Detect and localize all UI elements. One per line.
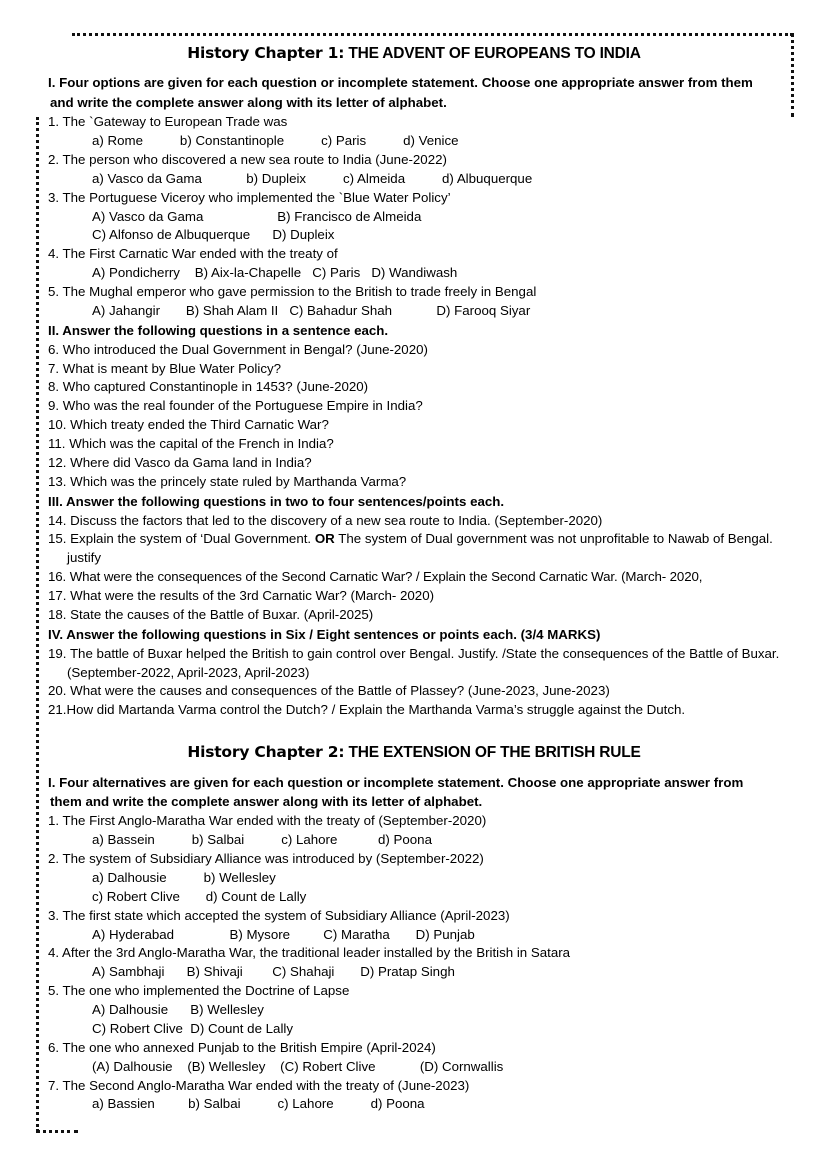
question-item: 13. Which was the princely state ruled by Marthanda Varma? bbox=[48, 473, 407, 489]
question-item: 3. The first state which accepted the system of Subsidiary Alliance (April-2023) bbox=[48, 907, 510, 923]
question-options: a) Bassien b) Salbai c) Lahore d) Poona bbox=[92, 1096, 425, 1112]
chapter-1-title bbox=[48, 44, 780, 63]
question-item: 5. The one who implemented the Doctrine of Lapse bbox=[48, 983, 350, 999]
question-item: 1. The `Gateway to European Trade was bbox=[48, 114, 288, 130]
question-options: (A) Dalhousie (B) Wellesley (C) Robert Clive (D) Cornwallis bbox=[92, 1058, 504, 1074]
page-border-left bbox=[36, 117, 39, 1132]
question-item: 11. Which was the capital of the French in India? bbox=[48, 436, 334, 451]
question-item: 18. State the causes of the Battle of Buxar. (April-2025) bbox=[48, 606, 374, 622]
question-item: 6. The one who annexed Punjab to the British Empire (April-2024) bbox=[48, 1039, 436, 1055]
question-item: 7. What is meant by Blue Water Policy? bbox=[48, 360, 282, 376]
chapter-2-section-1-heading-line1: I. Four alternatives are given for each question or incomplete statement. Choose one appropriate answer from bbox=[48, 774, 744, 790]
chapter-1-section-3-heading: III. Answer the following questions in two to four sentences/points each. bbox=[48, 493, 505, 509]
chapter-1-section-4-heading: IV. Answer the following questions in Six / Eight sentences or points each. (3/4 MARKS) bbox=[48, 626, 601, 642]
question-item: 10. Which treaty ended the Third Carnatic War? bbox=[48, 417, 329, 433]
question-item: 16. What were the consequences of the Second Carnatic War? / Explain the Second Carnatic War. (March- 2020, bbox=[48, 569, 703, 585]
question-item: 7. The Second Anglo-Maratha War ended with the treaty of (June-2023) bbox=[48, 1077, 470, 1093]
chapter-2-title-lead: History Chapter 2: bbox=[187, 743, 345, 762]
question-options: a) Bassein b) Salbai c) Lahore d) Poona bbox=[92, 832, 432, 848]
question-item: 20. What were the causes and consequences of the Battle of Plassey? (June-2023, June-2023) bbox=[48, 683, 610, 699]
question-item: 19. The battle of Buxar helped the British to gain control over Bengal. Justify. /State the consequences of the Battle of Buxar. (September-2022, April-2023, April-2023) bbox=[48, 645, 780, 680]
chapter-1-section-1-heading-line2: and write the complete answer along with its letter of alphabet. bbox=[50, 95, 447, 111]
question-item: 2. The system of Subsidiary Alliance was introduced by (September-2022) bbox=[48, 851, 484, 866]
question-item: 4. The First Carnatic War ended with the treaty of bbox=[48, 246, 338, 262]
question-options: C) Alfonso de Albuquerque D) Dupleix bbox=[92, 227, 335, 243]
question-options: C) Robert Clive D) Count de Lally bbox=[92, 1020, 294, 1036]
question-item: 1. The First Anglo-Maratha War ended with the treaty of (September-2020) bbox=[48, 813, 487, 829]
question-item: 12. Where did Vasco da Gama land in India? bbox=[48, 454, 312, 470]
question-options: A) Hyderabad B) Mysore C) Maratha D) Punjab bbox=[92, 926, 475, 942]
question-item: 14. Discuss the factors that led to the discovery of a new sea route to India. (September-2020) bbox=[48, 512, 603, 528]
question-item: 2. The person who discovered a new sea route to India (June-2022) bbox=[48, 151, 447, 167]
question-item: 15. Explain the system of ‘Dual Government. OR The system of Dual government was not unprofitable to Nawab of Bengal. justify bbox=[48, 531, 773, 566]
question-item: 17. What were the results of the 3rd Carnatic War? (March- 2020) bbox=[48, 588, 435, 603]
question-item: 3. The Portuguese Viceroy who implemented the `Blue Water Policy’ bbox=[48, 189, 451, 205]
question-options: A) Pondicherry B) Aix-la-Chapelle C) Paris D) Wandiwash bbox=[92, 265, 458, 281]
question-options: a) Dalhousie b) Wellesley bbox=[92, 869, 276, 885]
question-options: a) Rome b) Constantinople c) Paris d) Venice bbox=[92, 133, 459, 148]
question-item: 5. The Mughal emperor who gave permission to the British to trade freely in Bengal bbox=[48, 284, 537, 299]
document-body bbox=[48, 44, 780, 1114]
question-item: 6. Who introduced the Dual Government in Bengal? (June-2020) bbox=[48, 341, 428, 357]
chapter-1-section-1-heading-line1: I. Four options are given for each question or incomplete statement. Choose one appropriate answer from them bbox=[48, 75, 753, 91]
question-options: A) Vasco da Gama B) Francisco de Almeida bbox=[92, 208, 422, 224]
question-options: A) Sambhaji B) Shivaji C) Shahaji D) Pratap Singh bbox=[92, 964, 455, 980]
chapter-1-title-lead: History Chapter 1: bbox=[187, 44, 345, 62]
chapter-1-section-2-heading: II. Answer the following questions in a sentence each. bbox=[48, 322, 389, 338]
question-item: 9. Who was the real founder of the Portuguese Empire in India? bbox=[48, 398, 423, 414]
question-options: a) Vasco da Gama b) Dupleix c) Almeida d) Albuquerque bbox=[92, 170, 533, 186]
question-options: c) Robert Clive d) Count de Lally bbox=[92, 888, 307, 904]
page-border-bottom bbox=[36, 1130, 78, 1133]
chapter-2-section-1-heading-line2: them and write the complete answer along with its letter of alphabet. bbox=[50, 794, 483, 810]
question-item: 21.How did Martanda Varma control the Dutch? / Explain the Marthanda Varma’s struggle against the Dutch. bbox=[48, 702, 686, 718]
question-options: A) Dalhousie B) Wellesley bbox=[92, 1002, 264, 1017]
question-item: 8. Who captured Constantinople in 1453? (June-2020) bbox=[48, 379, 369, 395]
question-item: 4. After the 3rd Anglo-Maratha War, the traditional leader installed by the British in Satara bbox=[48, 945, 571, 961]
question-options: A) Jahangir B) Shah Alam II C) Bahadur Shah D) Farooq Siyar bbox=[92, 302, 531, 318]
chapter-separator-space bbox=[48, 720, 780, 743]
chapter-2-title bbox=[48, 743, 780, 762]
page-border-top bbox=[72, 33, 793, 36]
page-border-right bbox=[791, 33, 794, 117]
chapter-1-title-rest: THE ADVENT OF EUROPEANS TO INDIA bbox=[344, 45, 641, 62]
chapter-2-title-rest: THE EXTENSION OF THE BRITISH RULE bbox=[344, 744, 641, 762]
